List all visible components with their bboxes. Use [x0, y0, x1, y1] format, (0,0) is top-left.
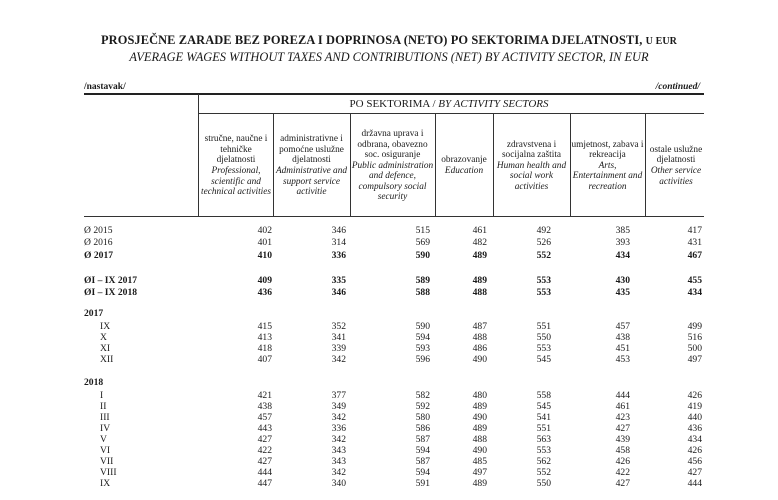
- cell-value: 541: [536, 412, 551, 423]
- sector-header-en: BY ACTIVITY SECTORS: [438, 98, 549, 110]
- row-label: II: [100, 401, 107, 412]
- cell-value: 545: [536, 401, 551, 412]
- cell-value: 562: [536, 456, 551, 467]
- cell-value: 443: [257, 423, 272, 434]
- cell-value: 558: [536, 390, 551, 401]
- cell-value: 490: [472, 445, 487, 456]
- cell-value: 444: [257, 467, 272, 478]
- row-label: XI: [100, 343, 111, 354]
- cell-value: 485: [472, 456, 487, 467]
- cell-value: 339: [331, 343, 346, 354]
- cell-value: 480: [472, 390, 487, 401]
- cell-value: 490: [472, 354, 487, 365]
- column-header-hr: umjetnost, zabava i rekreacija: [571, 139, 644, 161]
- table-row: [84, 478, 704, 489]
- cell-value: 423: [615, 412, 630, 423]
- cell-value: 500: [687, 343, 702, 354]
- cell-value: 436: [687, 423, 702, 434]
- cell-value: 526: [536, 237, 551, 248]
- table-row: [84, 275, 704, 286]
- cell-value: 451: [615, 343, 630, 354]
- title-unit: U EUR: [645, 36, 678, 47]
- table-row: [84, 250, 704, 261]
- cell-value: 592: [415, 401, 430, 412]
- column-header-hr: zdravstvena i socijalna zaštita: [501, 139, 562, 161]
- continued-label: /continued/: [655, 82, 700, 92]
- table-row: [84, 423, 704, 434]
- cell-value: 590: [415, 321, 430, 332]
- table-row: [84, 456, 704, 467]
- row-label: IX: [100, 321, 111, 332]
- cell-value: 453: [615, 354, 630, 365]
- cell-value: 550: [536, 332, 551, 343]
- cell-value: 587: [415, 434, 430, 445]
- cell-value: 346: [331, 287, 346, 298]
- cell-value: 456: [687, 456, 702, 467]
- table-row: [84, 467, 704, 478]
- cell-value: 427: [615, 423, 630, 434]
- title-hr: PROSJEČNE ZARADE BEZ POREZA I DOPRINOSA (NETO) PO SEKTORIMA DJELATNOSTI,: [100, 33, 643, 47]
- cell-value: 335: [331, 275, 346, 286]
- cell-value: 434: [687, 287, 702, 298]
- cell-value: 413: [257, 332, 272, 343]
- column-header-health: [494, 118, 569, 214]
- cell-value: 410: [257, 250, 272, 261]
- top-rule: [84, 93, 704, 95]
- cell-value: 455: [687, 275, 702, 286]
- row-label: Ø 2016: [84, 237, 113, 248]
- cell-value: 342: [331, 354, 346, 365]
- cell-value: 497: [472, 467, 487, 478]
- cell-value: 422: [257, 445, 272, 456]
- column-header-administrative: [274, 118, 349, 214]
- cell-value: 427: [687, 467, 702, 478]
- column-header-professional: [200, 118, 272, 214]
- cell-value: 553: [536, 275, 551, 286]
- cell-value: 569: [415, 237, 430, 248]
- cell-value: 594: [415, 332, 430, 343]
- cell-value: 591: [415, 478, 430, 489]
- cell-value: 489: [472, 401, 487, 412]
- cell-value: 593: [415, 343, 430, 354]
- row-label: Ø 2015: [84, 225, 113, 236]
- cell-value: 553: [536, 343, 551, 354]
- cell-value: 415: [257, 321, 272, 332]
- table-row: [84, 287, 704, 298]
- table-row: [84, 225, 704, 236]
- cell-value: 497: [687, 354, 702, 365]
- cell-value: 340: [331, 478, 346, 489]
- column-header-en: Professional, scientific and technical activities: [201, 166, 271, 198]
- row-label: I: [100, 390, 104, 401]
- year-group-label: 2017: [84, 308, 104, 319]
- cell-value: 426: [687, 445, 702, 456]
- cell-value: 422: [615, 467, 630, 478]
- cell-value: 461: [615, 401, 630, 412]
- row-label: IV: [100, 423, 111, 434]
- cell-value: 552: [536, 467, 551, 478]
- cell-value: 489: [472, 275, 487, 286]
- cell-value: 550: [536, 478, 551, 489]
- cell-value: 516: [687, 332, 702, 343]
- cell-value: 385: [615, 225, 630, 236]
- table-row: [84, 390, 704, 401]
- cell-value: 409: [257, 275, 272, 286]
- row-label: Ø 2017: [84, 250, 114, 261]
- cell-value: 488: [472, 332, 487, 343]
- cell-value: 402: [257, 225, 272, 236]
- cell-value: 515: [415, 225, 430, 236]
- cell-value: 467: [687, 250, 702, 261]
- cell-value: 401: [257, 237, 272, 248]
- table-row: [84, 332, 704, 343]
- cell-value: 342: [331, 467, 346, 478]
- cell-value: 594: [415, 467, 430, 478]
- cell-value: 458: [615, 445, 630, 456]
- table-row: [84, 343, 704, 354]
- column-header-education: [436, 118, 492, 214]
- table-row: [84, 445, 704, 456]
- cell-value: 444: [615, 390, 630, 401]
- cell-value: 461: [472, 225, 487, 236]
- cell-value: 417: [687, 225, 702, 236]
- cell-value: 482: [472, 237, 487, 248]
- cell-value: 457: [257, 412, 272, 423]
- row-label: X: [100, 332, 107, 343]
- cell-value: 427: [615, 478, 630, 489]
- cell-value: 552: [536, 250, 551, 261]
- row-label: VI: [100, 445, 111, 456]
- table-row: [84, 412, 704, 423]
- cell-value: 580: [415, 412, 430, 423]
- cell-value: 545: [536, 354, 551, 365]
- cell-value: 439: [615, 434, 630, 445]
- cell-value: 377: [331, 390, 346, 401]
- year-group-label: 2018: [84, 377, 104, 388]
- cell-value: 427: [257, 434, 272, 445]
- cell-value: 596: [415, 354, 430, 365]
- table-subtitle: AVERAGE WAGES WITHOUT TAXES AND CONTRIBUTIONS (NET) BY ACTIVITY SECTOR, IN EUR: [129, 50, 649, 64]
- cell-value: 435: [615, 287, 630, 298]
- table-row: [84, 434, 704, 445]
- row-label: XII: [100, 354, 114, 365]
- cell-value: 594: [415, 445, 430, 456]
- cell-value: 341: [331, 332, 346, 343]
- column-header-en: Education: [444, 166, 484, 176]
- cell-value: 486: [472, 343, 487, 354]
- cell-value: 553: [536, 287, 551, 298]
- cell-value: 342: [331, 412, 346, 423]
- cell-value: 588: [415, 287, 430, 298]
- cell-value: 349: [331, 401, 346, 412]
- table-title: [0, 33, 778, 48]
- cell-value: 582: [415, 390, 430, 401]
- row-label: ØI – IX 2017: [84, 275, 138, 286]
- cell-value: 352: [331, 321, 346, 332]
- column-header-hr: stručne, naučne i tehničke djelatnosti: [204, 134, 268, 166]
- column-header-public-administration: [351, 118, 434, 214]
- nastavak-label: /nastavak/: [84, 82, 126, 92]
- column-header-other-services: [646, 118, 706, 214]
- cell-value: 551: [536, 423, 551, 434]
- cell-value: 314: [331, 237, 346, 248]
- row-label: VIII: [100, 467, 117, 478]
- cell-value: 336: [331, 250, 346, 261]
- cell-value: 342: [331, 434, 346, 445]
- column-header-en: Human health and social work activities: [496, 160, 567, 192]
- cell-value: 336: [331, 423, 346, 434]
- cell-value: 447: [257, 478, 272, 489]
- cell-value: 418: [257, 343, 272, 354]
- sector-header: [198, 98, 700, 110]
- cell-value: 434: [687, 434, 702, 445]
- cell-value: 489: [472, 478, 487, 489]
- cell-value: 590: [415, 250, 430, 261]
- cell-value: 426: [615, 456, 630, 467]
- table-row: [84, 354, 704, 365]
- cell-value: 490: [472, 412, 487, 423]
- cell-value: 587: [415, 456, 430, 467]
- column-header-en: Arts, Entertainment and recreation: [572, 160, 643, 192]
- column-header-en: Administrative and support service activitie: [275, 166, 347, 198]
- table-row: [84, 401, 704, 412]
- cell-value: 426: [687, 390, 702, 401]
- cell-value: 430: [615, 275, 630, 286]
- cell-value: 551: [536, 321, 551, 332]
- table-row: [84, 237, 704, 248]
- cell-value: 589: [415, 275, 430, 286]
- cell-value: 436: [257, 287, 272, 298]
- cell-value: 407: [257, 354, 272, 365]
- cell-value: 488: [472, 287, 487, 298]
- column-header-hr: ostale uslužne djelatnosti: [649, 144, 703, 166]
- row-label: V: [100, 434, 107, 445]
- row-label: ØI – IX 2018: [84, 287, 138, 298]
- cell-value: 438: [257, 401, 272, 412]
- cell-value: 343: [331, 445, 346, 456]
- row-label: III: [100, 412, 110, 423]
- column-header-en: Public administration and defence, compulsory social security: [351, 160, 434, 203]
- header-bottom-rule: [84, 216, 704, 217]
- cell-value: 444: [687, 478, 702, 489]
- cell-value: 431: [687, 237, 702, 248]
- cell-value: 393: [615, 237, 630, 248]
- cell-value: 586: [415, 423, 430, 434]
- cell-value: 487: [472, 321, 487, 332]
- col-divider-0: [198, 94, 199, 216]
- cell-value: 343: [331, 456, 346, 467]
- cell-value: 492: [536, 225, 551, 236]
- column-header-hr: administrativne i pomoćne uslužne djelatnosti: [279, 134, 344, 166]
- cell-value: 563: [536, 434, 551, 445]
- cell-value: 489: [472, 250, 487, 261]
- cell-value: 489: [472, 423, 487, 434]
- sector-header-hr: PO SEKTORIMA /: [349, 98, 439, 110]
- row-label: IX: [100, 478, 111, 489]
- column-header-arts: [571, 118, 644, 214]
- column-header-en: Other service activities: [650, 166, 702, 187]
- cell-value: 434: [615, 250, 630, 261]
- cell-value: 421: [257, 390, 272, 401]
- cell-value: 346: [331, 225, 346, 236]
- table-row: [84, 321, 704, 332]
- cell-value: 419: [687, 401, 702, 412]
- cell-value: 499: [687, 321, 702, 332]
- cell-value: 440: [687, 412, 702, 423]
- row-label: VII: [100, 456, 114, 467]
- cell-value: 488: [472, 434, 487, 445]
- column-header-hr: državna uprava i odbrana, obavezno soc. osiguranje: [357, 128, 428, 161]
- cell-value: 553: [536, 445, 551, 456]
- column-header-hr: obrazovanje: [441, 155, 487, 166]
- cell-value: 427: [257, 456, 272, 467]
- cell-value: 438: [615, 332, 630, 343]
- cell-value: 457: [615, 321, 630, 332]
